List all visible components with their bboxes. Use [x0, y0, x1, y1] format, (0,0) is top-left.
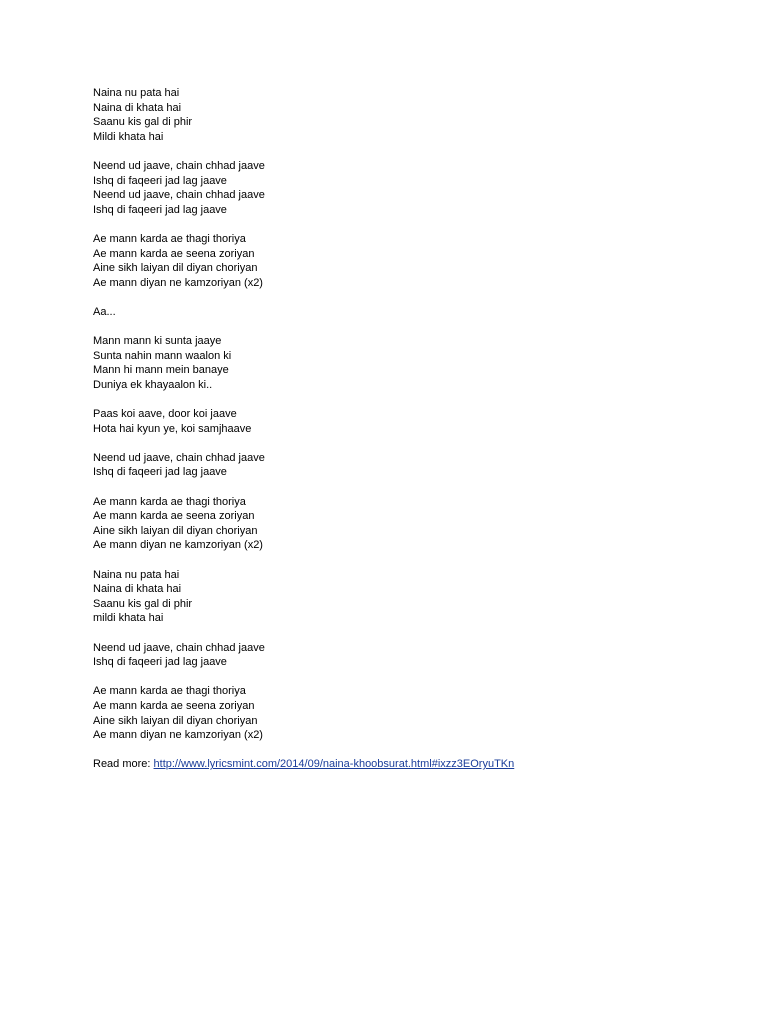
lyric-line: Duniya ek khayaalon ki..: [93, 378, 213, 391]
stanza: [93, 86, 733, 144]
lyric-line: Neend ud jaave, chain chhad jaave: [93, 189, 265, 202]
lyric-line: Saanu kis gal di phir: [93, 597, 193, 610]
stanza: [93, 641, 733, 670]
lyric-line: Aa...: [93, 305, 116, 318]
read-more-link[interactable]: http://www.lyricsmint.com/2014/09/naina-khoobsurat.html#ixzz3EOryuTKn: [153, 758, 515, 771]
stanza: [93, 407, 733, 436]
lyrics-body: [93, 86, 733, 743]
lyric-line: Ishq di faqeeri jad lag jaave: [93, 203, 227, 216]
lyric-line: Hota hai kyun ye, koi samjhaave: [93, 422, 252, 435]
lyric-line: Aine sikh laiyan dil diyan choriyan: [93, 524, 258, 537]
lyric-line: Ishq di faqeeri jad lag jaave: [93, 466, 227, 479]
stanza: [93, 451, 733, 480]
lyric-line: Ae mann karda ae seena zoriyan: [93, 510, 255, 523]
stanza: [93, 495, 733, 553]
lyric-line: Mildi khata hai: [93, 130, 164, 143]
lyric-line: Neend ud jaave, chain chhad jaave: [93, 451, 265, 464]
lyric-line: Ae mann karda ae seena zoriyan: [93, 247, 255, 260]
lyric-line: Neend ud jaave, chain chhad jaave: [93, 641, 265, 654]
stanza: [93, 232, 733, 290]
lyric-line: Ae mann karda ae thagi thoriya: [93, 232, 246, 245]
stanza: [93, 568, 733, 626]
read-more-label: Read more:: [93, 758, 154, 771]
lyric-line: Aine sikh laiyan dil diyan choriyan: [93, 262, 258, 275]
lyric-line: Naina nu pata hai: [93, 568, 180, 581]
lyric-line: Ae mann diyan ne kamzoriyan (x2): [93, 539, 263, 552]
lyric-line: Sunta nahin mann waalon ki: [93, 349, 232, 362]
lyric-line: Naina di khata hai: [93, 583, 182, 596]
lyric-line: Ae mann diyan ne kamzoriyan (x2): [93, 729, 263, 742]
lyric-line: Ae mann karda ae thagi thoriya: [93, 685, 246, 698]
lyric-line: Ae mann karda ae thagi thoriya: [93, 495, 246, 508]
lyric-line: Saanu kis gal di phir: [93, 116, 193, 129]
lyric-line: Neend ud jaave, chain chhad jaave: [93, 159, 265, 172]
stanza: [93, 159, 733, 217]
lyric-line: Paas koi aave, door koi jaave: [93, 408, 237, 421]
lyric-line: Naina di khata hai: [93, 101, 182, 114]
stanza: [93, 334, 733, 392]
lyric-line: Naina nu pata hai: [93, 87, 180, 99]
lyric-line: Aine sikh laiyan dil diyan choriyan: [93, 714, 258, 727]
lyrics-document: [93, 86, 733, 772]
lyric-line: Mann hi mann mein banaye: [93, 364, 229, 377]
lyric-line: Mann mann ki sunta jaaye: [93, 335, 222, 348]
lyric-line: mildi khata hai: [93, 612, 164, 625]
lyric-line: Ae mann diyan ne kamzoriyan (x2): [93, 276, 263, 289]
lyric-line: Ae mann karda ae seena zoriyan: [93, 699, 255, 712]
lyric-line: Ishq di faqeeri jad lag jaave: [93, 656, 227, 669]
stanza: [93, 684, 733, 742]
read-more-line: [93, 757, 733, 772]
stanza: [93, 305, 733, 320]
lyric-line: Ishq di faqeeri jad lag jaave: [93, 174, 227, 187]
